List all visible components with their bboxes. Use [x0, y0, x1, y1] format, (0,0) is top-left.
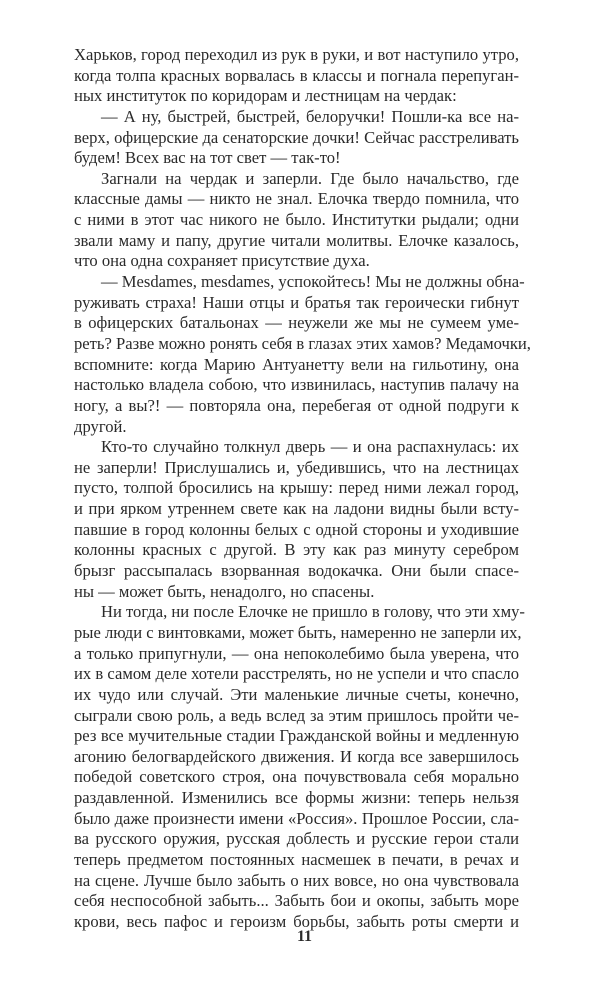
text-line: Кто-то случайно толкнул дверь — и она распахнулась: их: [101, 437, 519, 457]
paragraph: [74, 107, 519, 169]
text-line: руживать страха! Наши отцы и братья так героически гибнут: [74, 292, 519, 312]
text-line: — А ну, быстрей, быстрей, белоручки! Пошли-ка все на-: [101, 106, 519, 126]
text-line: что она одна сохраняет присутствие духа.: [74, 251, 370, 271]
text-line: крови, весь пафос и героизм борьбы, забыть роты смерти и: [74, 911, 519, 931]
text-line: классные дамы — никто не знал. Елочка твердо помнила, что: [74, 189, 519, 209]
text-line: Харьков, город переходил из рук в руки, и вот наступило утро,: [74, 45, 519, 64]
text-line: было даже произнести имени «Россия». Прошлое России, сла-: [74, 808, 519, 828]
text-line: ва русского оружия, русская доблесть и русские герои стали: [74, 829, 519, 849]
text-line: когда толпа красных ворвалась в классы и погнала перепуган-: [74, 65, 519, 85]
text-line: агонию белогвардейского движения. И когда все завершилось: [74, 746, 519, 766]
paragraph: [74, 169, 519, 272]
text-line: и при ярком утреннем свете как на ладони видны были всту-: [74, 499, 519, 519]
text-line: а только припугнули, — она непоколебимо была уверена, что: [74, 643, 519, 663]
text-line: себя неспособной забыть... Забыть бои и окопы, забыть море: [74, 891, 519, 911]
text-line: Загнали на чердак и заперли. Где было начальство, где: [101, 168, 519, 188]
text-line: — Mesdames, mesdames, успокойтесь! Мы не должны обна-: [101, 272, 525, 292]
text-line: их в самом деле хотели расстрелять, но не успели и что спасло: [74, 664, 519, 684]
text-line: не заперли! Прислушались и, убедившись, что на лестницах: [74, 457, 519, 477]
text-line: верх, офицерские да сенаторские дочки! Сейчас расстреливать: [74, 127, 519, 147]
text-line: в офицерских батальонах — неужели же мы не сумеем уме-: [74, 313, 519, 333]
text-line: ных институток по коридорам и лестницам на чердак:: [74, 86, 457, 106]
text-line: ногу, а вы?! — повторяла она, перебегая от одной подруги к: [74, 395, 519, 415]
text-line: звали маму и папу, другие читали молитвы. Елочке казалось,: [74, 230, 519, 250]
text-line: настолько владела собою, что извинилась, наступив палачу на: [74, 375, 519, 395]
text-line: рез все мучительные стадии Гражданской войны и медленную: [74, 726, 519, 746]
paragraph: [74, 602, 525, 932]
text-line: будем! Всех вас на тот свет — так-то!: [74, 148, 341, 168]
text-line: Ни тогда, ни после Елочке не пришло в голову, что эти хму-: [101, 602, 525, 622]
text-line: сыграли свою роль, а ведь вслед за этим пришлось пройти че-: [74, 705, 519, 725]
paragraph: [74, 437, 519, 602]
text-line: другой.: [74, 416, 127, 436]
paragraph: [74, 45, 519, 107]
text-line: колонны красных с другой. В эту как раз минуту серебром: [74, 540, 519, 560]
text-line: ны — может быть, ненадолго, но спасены.: [74, 581, 375, 601]
page-body-text: [74, 45, 531, 933]
paragraph: [74, 272, 531, 437]
text-line: рые люди с винтовками, может быть, намеренно не заперли их,: [74, 622, 522, 642]
text-line: теперь предметом постоянных насмешек в печати, в речах и: [74, 849, 519, 869]
text-line: реть? Разве можно ронять себя в глазах этих хамов? Медамочки,: [74, 333, 531, 353]
text-line: павшие в город колонны белых с одной стороны и уходившие: [74, 519, 519, 539]
text-line: брызг рассыпалась взорванная водокачка. Они были спасе-: [74, 561, 519, 581]
text-line: пусто, толпой бросились на крышу: перед ними лежал город,: [74, 478, 519, 498]
text-line: раздавленной. Изменились все формы жизни: теперь нельзя: [74, 788, 519, 808]
text-line: с ними в этот час никого не было. Институтки рыдали; одни: [74, 210, 519, 230]
text-line: вспомните: когда Марию Антуанетту вели на гильотину, она: [74, 354, 519, 374]
text-line: на сцене. Лучше было забыть о них вовсе, но она чувствовала: [74, 870, 519, 890]
text-line: победой советского строя, она почувствовала себя морально: [74, 767, 519, 787]
page-number: 11: [296, 928, 313, 945]
text-line: их чудо или случай. Эти маленькие личные счеты, конечно,: [74, 684, 519, 704]
